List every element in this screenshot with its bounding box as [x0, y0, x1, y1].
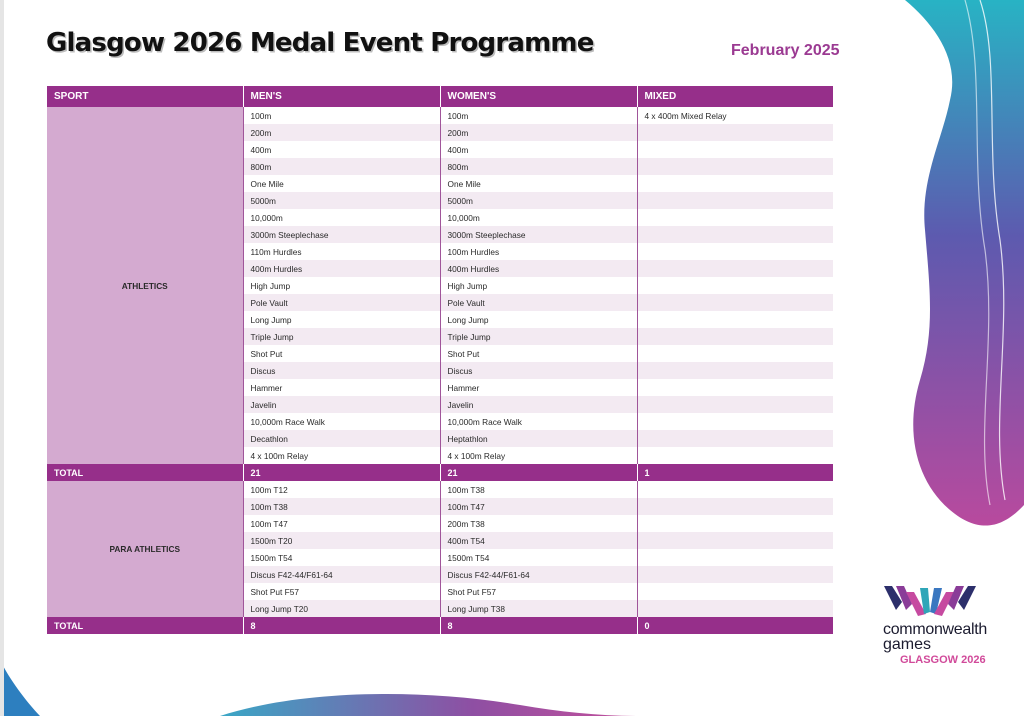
mixed-event-cell	[637, 277, 833, 294]
men-event-cell: 1500m T54	[243, 549, 440, 566]
total-mixed-cell: 1	[637, 464, 833, 481]
bottom-left-corner-shape	[0, 660, 40, 716]
women-event-cell: 10,000m Race Walk	[440, 413, 637, 430]
mixed-event-cell	[637, 481, 833, 498]
women-event-cell: Discus	[440, 362, 637, 379]
men-event-cell: Pole Vault	[243, 294, 440, 311]
mixed-event-cell	[637, 447, 833, 464]
mixed-event-cell	[637, 379, 833, 396]
women-event-cell: Shot Put F57	[440, 583, 637, 600]
mixed-event-cell	[637, 243, 833, 260]
column-header-mixed: MIXED	[637, 86, 833, 107]
mixed-event-cell	[637, 175, 833, 192]
column-header-mens: MEN'S	[243, 86, 440, 107]
men-event-cell: High Jump	[243, 277, 440, 294]
men-event-cell: 100m T38	[243, 498, 440, 515]
mixed-event-cell	[637, 209, 833, 226]
table-row	[47, 481, 833, 498]
men-event-cell: Hammer	[243, 379, 440, 396]
men-event-cell: Javelin	[243, 396, 440, 413]
mixed-event-cell	[637, 226, 833, 243]
mixed-event-cell	[637, 430, 833, 447]
total-women-cell: 21	[440, 464, 637, 481]
women-event-cell: 800m	[440, 158, 637, 175]
men-event-cell: 100m T12	[243, 481, 440, 498]
women-event-cell: Long Jump T38	[440, 600, 637, 617]
men-event-cell: 400m Hurdles	[243, 260, 440, 277]
women-event-cell: 100m T38	[440, 481, 637, 498]
total-row	[47, 617, 833, 634]
women-event-cell: 5000m	[440, 192, 637, 209]
men-event-cell: Long Jump	[243, 311, 440, 328]
mixed-event-cell	[637, 141, 833, 158]
total-row	[47, 464, 833, 481]
mixed-event-cell	[637, 362, 833, 379]
total-women-cell: 8	[440, 617, 637, 634]
column-header-womens: WOMEN'S	[440, 86, 637, 107]
sport-name-cell: ATHLETICS	[47, 107, 243, 464]
mixed-event-cell	[637, 396, 833, 413]
women-event-cell: Discus F42-44/F61-64	[440, 566, 637, 583]
men-event-cell: 3000m Steeplechase	[243, 226, 440, 243]
women-event-cell: 400m Hurdles	[440, 260, 637, 277]
men-event-cell: Shot Put F57	[243, 583, 440, 600]
women-event-cell: Triple Jump	[440, 328, 637, 345]
mixed-event-cell	[637, 158, 833, 175]
women-event-cell: Long Jump	[440, 311, 637, 328]
total-men-cell: 21	[243, 464, 440, 481]
mixed-event-cell	[637, 294, 833, 311]
men-event-cell: 5000m	[243, 192, 440, 209]
women-event-cell: 100m T47	[440, 498, 637, 515]
logo-text-glasgow: GLASGOW 2026	[900, 654, 986, 666]
men-event-cell: One Mile	[243, 175, 440, 192]
women-event-cell: Shot Put	[440, 345, 637, 362]
mixed-event-cell	[637, 532, 833, 549]
women-event-cell: High Jump	[440, 277, 637, 294]
men-event-cell: 800m	[243, 158, 440, 175]
mixed-event-cell	[637, 566, 833, 583]
men-event-cell: 100m	[243, 107, 440, 124]
women-event-cell: Pole Vault	[440, 294, 637, 311]
sport-name-cell: PARA ATHLETICS	[47, 481, 243, 617]
games-logo-mark-icon	[880, 582, 980, 618]
mixed-event-cell	[637, 328, 833, 345]
total-mixed-cell: 0	[637, 617, 833, 634]
men-event-cell: Triple Jump	[243, 328, 440, 345]
total-label-cell: TOTAL	[47, 617, 243, 634]
table-row	[47, 107, 833, 124]
women-event-cell: 100m Hurdles	[440, 243, 637, 260]
mixed-event-cell	[637, 311, 833, 328]
total-label-cell: TOTAL	[47, 464, 243, 481]
page-title: Glasgow 2026 Medal Event Programme	[46, 28, 594, 58]
medal-event-table	[47, 86, 833, 634]
men-event-cell: Shot Put	[243, 345, 440, 362]
women-event-cell: 200m	[440, 124, 637, 141]
men-event-cell: 100m T47	[243, 515, 440, 532]
mixed-event-cell	[637, 583, 833, 600]
men-event-cell: 400m	[243, 141, 440, 158]
mixed-event-cell	[637, 549, 833, 566]
men-event-cell: Discus	[243, 362, 440, 379]
mixed-event-cell	[637, 345, 833, 362]
right-wave-shape	[905, 0, 1024, 526]
mixed-event-cell	[637, 413, 833, 430]
total-men-cell: 8	[243, 617, 440, 634]
men-event-cell: 110m Hurdles	[243, 243, 440, 260]
mixed-event-cell	[637, 192, 833, 209]
table-header-row	[47, 86, 833, 107]
mixed-event-cell	[637, 498, 833, 515]
women-event-cell: 1500m T54	[440, 549, 637, 566]
women-event-cell: 400m T54	[440, 532, 637, 549]
page-edge	[0, 0, 4, 716]
women-event-cell: 400m	[440, 141, 637, 158]
men-event-cell: Discus F42-44/F61-64	[243, 566, 440, 583]
bottom-wave-shape	[220, 694, 640, 716]
mixed-event-cell	[637, 515, 833, 532]
mixed-event-cell	[637, 124, 833, 141]
mixed-event-cell	[637, 600, 833, 617]
mixed-event-cell	[637, 260, 833, 277]
women-event-cell: 4 x 100m Relay	[440, 447, 637, 464]
commonwealth-games-logo	[876, 582, 986, 668]
women-event-cell: Javelin	[440, 396, 637, 413]
women-event-cell: Hammer	[440, 379, 637, 396]
logo-text-games: games	[883, 636, 932, 653]
men-event-cell: 4 x 100m Relay	[243, 447, 440, 464]
women-event-cell: 10,000m	[440, 209, 637, 226]
men-event-cell: 10,000m Race Walk	[243, 413, 440, 430]
women-event-cell: 3000m Steeplechase	[440, 226, 637, 243]
men-event-cell: Decathlon	[243, 430, 440, 447]
men-event-cell: Long Jump T20	[243, 600, 440, 617]
men-event-cell: 200m	[243, 124, 440, 141]
column-header-sport: SPORT	[47, 86, 243, 107]
mixed-event-cell: 4 x 400m Mixed Relay	[637, 107, 833, 124]
women-event-cell: One Mile	[440, 175, 637, 192]
women-event-cell: 100m	[440, 107, 637, 124]
men-event-cell: 1500m T20	[243, 532, 440, 549]
women-event-cell: Heptathlon	[440, 430, 637, 447]
men-event-cell: 10,000m	[243, 209, 440, 226]
women-event-cell: 200m T38	[440, 515, 637, 532]
page-date: February 2025	[731, 42, 840, 59]
logo-text-commonwealth: commonwealth	[883, 621, 988, 638]
